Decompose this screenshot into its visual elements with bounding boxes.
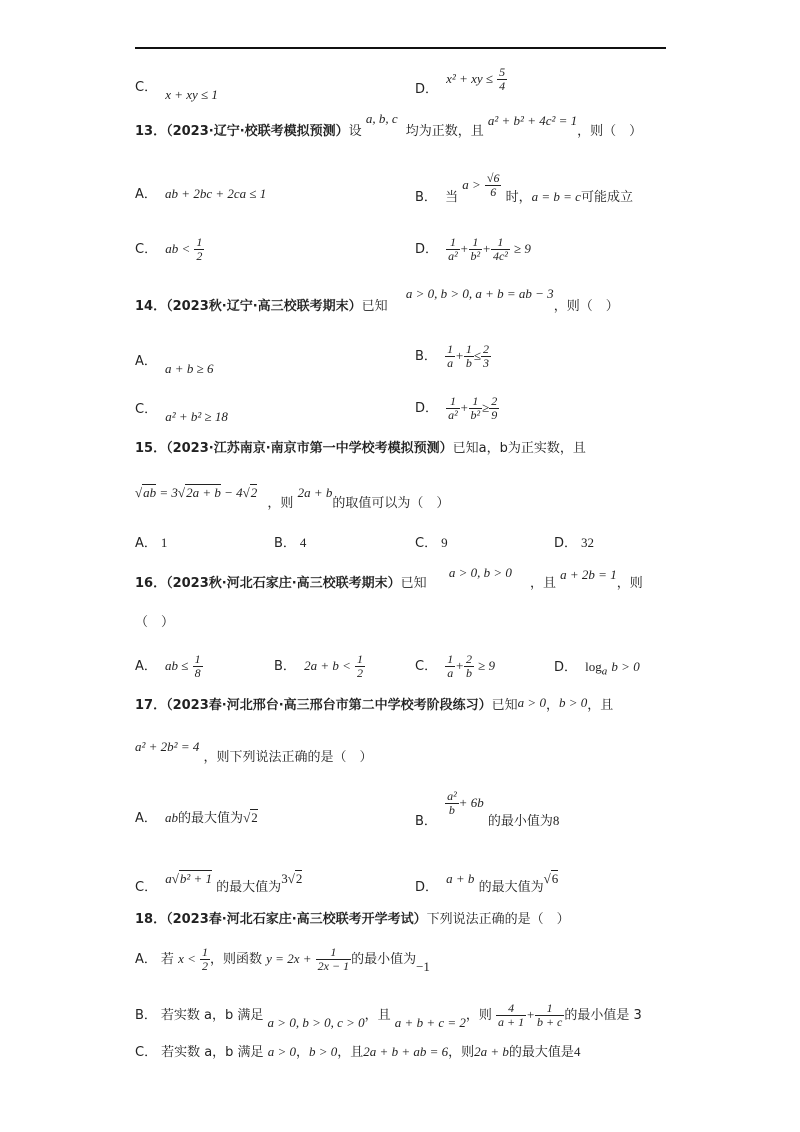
q15-option-b: B． 4: [274, 535, 307, 551]
fraction: $\frac{4}{a + 1}$: [498, 1001, 525, 1029]
fraction: $\frac{1}{a}$: [447, 342, 454, 370]
fraction: $\frac{1}{2}$: [196, 235, 203, 263]
fraction: $\frac{1}{2}$: [357, 652, 363, 680]
fraction: $\frac{1}{\text{a²}}$: [448, 394, 458, 422]
q17-option-b: B． $\frac{\text{a²}}{b}$ + 6b 的最小值为8: [415, 789, 560, 829]
fraction: $\frac{1}{2}$: [202, 945, 208, 973]
q18-stem: 18．（2023春·河北石家庄·高三校联考开学考试）下列说法正确的是（ ）: [135, 912, 570, 927]
q16-option-d: D． $\log_a b > 0$: [554, 659, 640, 678]
fraction: $\frac{1}{a}$: [447, 652, 454, 680]
q15-stem: 15．（2023·江苏南京·南京市第一中学校考模拟预测）已知a，b为正实数，且: [135, 441, 586, 456]
q18-option-c: C． 若实数 a，b 满足 a > 0，b > 0，且2a + b + ab = 6，则2a + b的最大值是4: [135, 1044, 581, 1060]
q13-option-b: B． 当 a > $\frac{√6}{6}$ 时，a = b = c可能成立: [415, 171, 633, 205]
q13-option-d: D． $\frac{1}{\text{a²}}$ + $\frac{1}{\text{b²}}$ + $\frac{1}{\text{4c²}}$ ≥ 9: [415, 235, 531, 263]
q17-option-c: C． a√b² + 1 的最大值为3√2: [135, 871, 303, 895]
q17-option-a: A． ab的最大值为√2: [135, 810, 258, 826]
fraction: $\frac{1}{8}$: [194, 652, 201, 680]
q15-option-c: C． 9: [415, 535, 448, 551]
equation: √ab = 3√2a + b − 4√2: [135, 485, 258, 500]
fraction: $\frac{1}{\text{a²}}$: [448, 235, 458, 263]
fraction: $\frac{2}{3}$: [482, 342, 489, 370]
fraction: $\frac{1}{\text{b²}}$: [470, 235, 481, 263]
q16-option-a: A． ab ≤ $\frac{1}{8}$: [135, 652, 201, 680]
q14-option-d: D． $\frac{1}{\text{a²}}$ + $\frac{1}{\text{b²}}$ ≥ $\frac{2}{9}$: [415, 394, 498, 422]
q13-stem: 13．（2023·辽宁·校联考模拟预测）设 a, b, c 均为正数，且 a² + b² + 4c² = 1，则（ ）: [135, 111, 643, 139]
header-rule: [135, 47, 666, 49]
fraction: $\frac{√6}{6}$: [486, 171, 500, 199]
q15-option-a: A． 1: [135, 535, 168, 551]
fraction: $\frac{5}{4}$: [499, 65, 506, 93]
q16-paren: （ ）: [135, 615, 175, 630]
fraction: $\frac{2}{b}$: [466, 652, 472, 680]
q17-stem: 17．（2023春·河北邢台·高三邢台市第二中学校考阶段练习）已知a > 0，b > 0，且: [135, 695, 614, 713]
q13-option-a: A． ab + 2bc + 2ca ≤ 1: [135, 186, 267, 202]
q14-option-a: A． a + b ≥ 6: [135, 354, 214, 376]
q14-option-b: B． $\frac{1}{a}$ + $\frac{1}{b}$ ≤ $\frac{2}{3}$: [415, 342, 489, 370]
q14-option-c: C． a² + b² ≥ 18: [135, 402, 228, 424]
q16-stem: 16．（2023秋·河北石家庄·高三校联考期末）已知 a > 0, b > 0 ，且 a + 2b = 1，则: [135, 565, 643, 591]
q18-option-a: A． 若 x < $\frac{1}{2}$ ，则函数 y = 2x + $\frac{1}{2x - 1}$ 的最小值为−1: [135, 945, 430, 974]
q17-option-d: D． a + b 的最大值为√6: [415, 871, 559, 895]
fraction: $\frac{1}{\text{b²}}$: [470, 394, 481, 422]
q12-option-d: D． x² + xy ≤ $\frac{5}{4}$: [415, 65, 506, 97]
q12-option-c: C． x + xy ≤ 1: [135, 80, 218, 102]
q13-option-c: C． ab < $\frac{1}{2}$: [135, 235, 203, 263]
fraction: $\frac{1}{b}$: [465, 342, 472, 370]
q15-option-d: D． 32: [554, 535, 595, 551]
fraction: $\frac{1}{2x - 1}$: [317, 945, 350, 973]
q16-option-c: C． $\frac{1}{a}$ + $\frac{2}{b}$ ≥ 9: [415, 652, 496, 680]
fraction: $\frac{2}{9}$: [491, 394, 498, 422]
q16-option-b: B． 2a + b < $\frac{1}{2}$: [274, 652, 363, 680]
q14-stem: 14．（2023秋·辽宁·高三校联考期末）已知 a > 0, b > 0, a + b = ab − 3，则（ ）: [135, 286, 619, 314]
fraction: $\frac{\text{a²}}{b}$: [447, 789, 457, 817]
fraction: $\frac{1}{b + c}$: [536, 1001, 563, 1029]
q15-stem-line2: √ab = 3√2a + b − 4√2 ，则 2a + b的取值可以为（ ）: [135, 485, 450, 511]
fraction: $\frac{1}{\text{4c²}}$: [492, 235, 508, 263]
q18-option-b: B． 若实数 a，b 满足 a > 0, b > 0, c > 0，且 a + b + c = 2，则 $\frac{4}{a + 1}$ + $\frac{1}{b + c}$ 的最小值是 3: [135, 1001, 642, 1030]
q17-stem-line2: a² + 2b² = 4 ，则下列说法正确的是（ ）: [135, 739, 373, 765]
